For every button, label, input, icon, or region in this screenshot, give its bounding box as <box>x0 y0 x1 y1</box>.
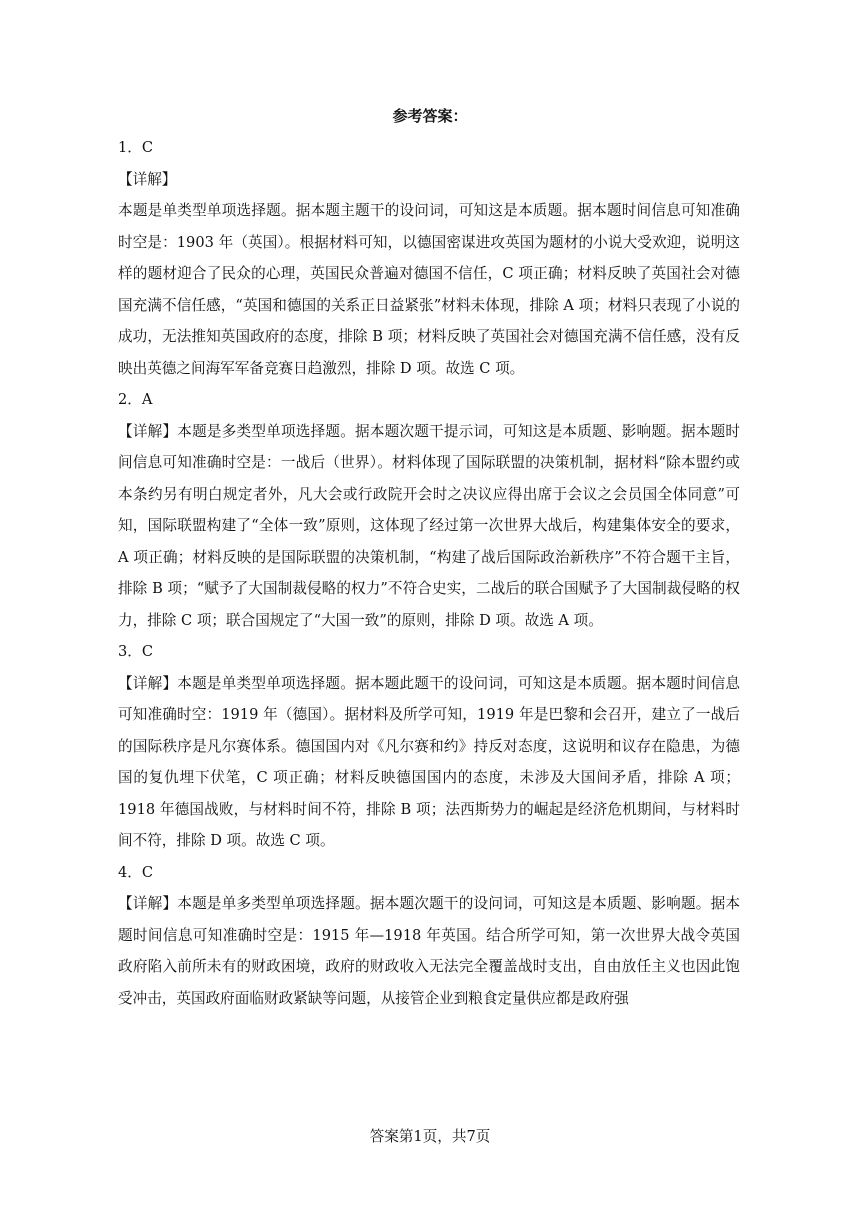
answer-4-detail <box>118 888 740 1014</box>
answers-content <box>118 132 740 1014</box>
answer-3-detail <box>118 668 740 857</box>
answer-3-number: 3．C <box>118 643 154 660</box>
answer-2-detail-text: 本题是多类型单项选择题。据本题次题干提示词，可知这是本质题、影响题。据本题时间信息可知准确时空是：一战后（世界）。材料体现了国际联盟的决策机制，据材料“除本盟约或本条约另有明白规定者外，凡大会或行政院开会时之决议应得出席于会议之会员国全体同意”可知，国际联盟构建了“全体一致”原则，这体现了经过第一次世界大战后，构建集体安全的要求，A 项正确；材料反映的是国际联盟的决策机制，“构建了战后国际政治新秩序”不符合题干主旨，排除 B 项；“赋予了大国制裁侵略的权力”不符合史实，二战后的联合国赋予了大国制裁侵略的权力，排除 C 项；联合国规定了“大国一致”的原则，排除 D 项。故选 A 项。 <box>118 422 740 629</box>
answer-1-number: 1．C <box>118 139 154 156</box>
answer-4-detail-tag: 【详解】 <box>118 895 178 912</box>
answer-2-detail <box>118 416 740 637</box>
answer-1-detail-tag: 【详解】 <box>118 170 177 188</box>
answer-1-detail-text: 本题是单类型单项选择题。据本题主题干的设问词，可知这是本质题。据本题时间信息可知准确时空是：1903 年（英国）。根据材料可知，以德国密谋进攻英国为题材的小说大受欢迎，说明这样的题材迎合了民众的心理，英国民众普遍对德国不信任，C 项正确；材料反映了英国社会对德国充满不信任感，“英国和德国的关系正日益紧张”材料未体现，排除 A 项；材料只表现了小说的成功，无法推知英国政府的态度，排除 B 项；材料反映了英国社会对德国充满不信任感，没有反映出英德之间海军军备竞赛日趋激烈，排除 D 项。故选 C 项。 <box>118 202 740 377</box>
answer-3-detail-tag: 【详解】 <box>118 674 178 692</box>
answer-2-detail-tag: 【详解】 <box>118 422 178 440</box>
answer-2-number: 2．A <box>118 391 153 408</box>
answer-3-detail-text: 本题是单类型单项选择题。据本题此题干的设问词，可知这是本质题。据本题时间信息可知准确时空：1919 年（德国）。据材料及所学可知，1919 年是巴黎和会召开，建立了一战后的国际秩序是凡尔赛体系。德国国内对《凡尔赛和约》持反对态度，这说明和议存在隐患，为德国的复仇埋下伏笔，C 项正确；材料反映德国国内的态度，未涉及大国间矛盾，排除 A 项；1918 年德国战败，与材料时间不符，排除 B 项；法西斯势力的崛起是经济危机期间，与材料时间不符，排除 D 项。故选 C 项。 <box>118 674 740 849</box>
page-title: 参考答案： <box>392 107 468 125</box>
answer-4-detail-text: 本题是单多类型单项选择题。据本题次题干的设问词，可知这是本质题、影响题。据本题时间信息可知准确时空是：1915 年—1918 年英国。结合所学可知，第一次世界大战令英国政府陷入前所未有的财政困境，政府的财政收入无法完全覆盖战时支出，自由放任主义也因此饱受冲击，英国政府面临财政紧缺等问题，从接管企业到粮食定量供应都是政府强 <box>118 895 740 1007</box>
page-footer: 答案第1页，共7页 <box>369 1128 491 1145</box>
answer-4-number: 4．C <box>118 863 154 881</box>
